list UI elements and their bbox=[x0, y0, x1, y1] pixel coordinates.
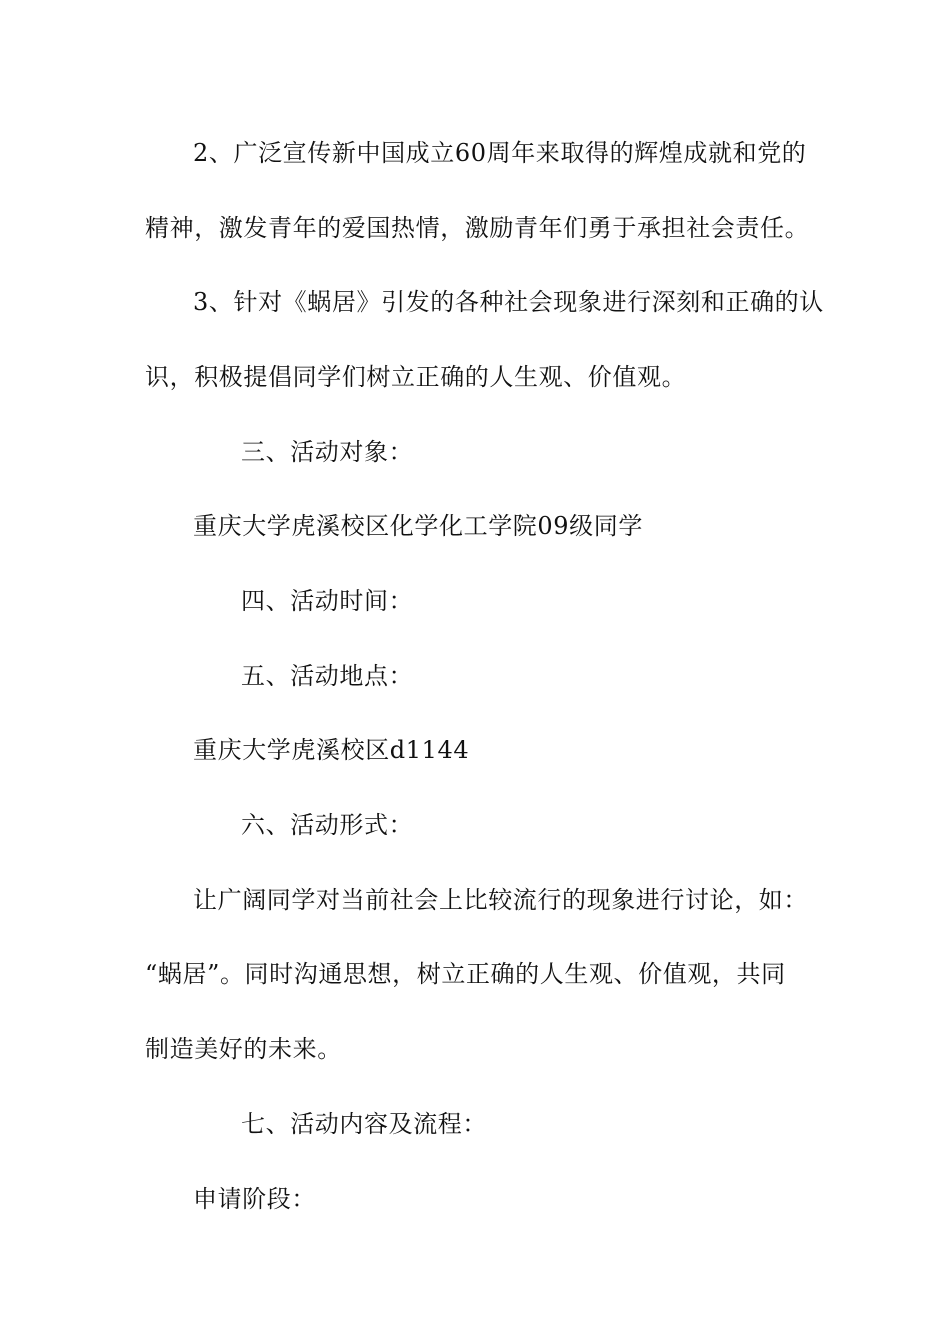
section-heading-content: 七、活动内容及流程： bbox=[241, 1110, 487, 1138]
paragraph-line-7: 制造美好的未来。 bbox=[145, 1035, 342, 1063]
section-heading-location: 五、活动地点： bbox=[241, 662, 414, 690]
location-text: 重庆大学虎溪校区d1144 bbox=[193, 736, 470, 764]
section-heading-format: 六、活动形式： bbox=[241, 811, 414, 839]
section-heading-time: 四、活动时间： bbox=[241, 587, 414, 615]
paragraph-line-1: 2、广泛宣传新中国成立60周年来取得的辉煌成就和党的 bbox=[193, 139, 807, 167]
subheading-application-stage: 申请阶段： bbox=[193, 1185, 316, 1213]
target-text: 重庆大学虎溪校区化学化工学院09级同学 bbox=[193, 512, 643, 540]
paragraph-line-2: 精神，激发青年的爱国热情，激励青年们勇于承担社会责任。 bbox=[145, 214, 810, 242]
section-heading-target: 三、活动对象： bbox=[241, 438, 414, 466]
paragraph-line-6: “蜗居”。同时沟通思想，树立正确的人生观、价值观，共同 bbox=[145, 960, 786, 988]
paragraph-line-4: 识，积极提倡同学们树立正确的人生观、价值观。 bbox=[145, 363, 687, 391]
paragraph-line-5: 让广阔同学对当前社会上比较流行的现象进行讨论，如： bbox=[193, 886, 808, 914]
paragraph-line-3: 3、针对《蜗居》引发的各种社会现象进行深刻和正确的认 bbox=[193, 288, 824, 316]
